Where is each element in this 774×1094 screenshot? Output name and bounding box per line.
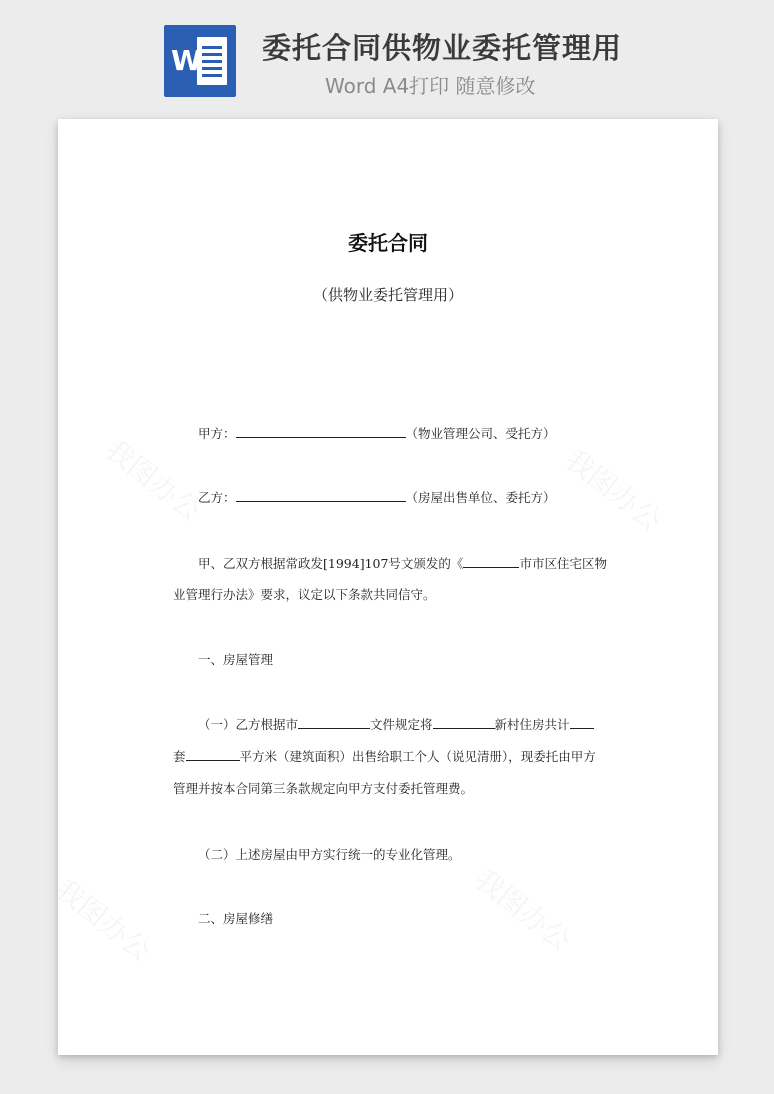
document-title: 委托合同: [348, 231, 428, 255]
unit-count-blank[interactable]: [570, 716, 594, 729]
header-title: 委托合同供物业委托管理用: [262, 31, 623, 65]
item-1-line-2: [173, 747, 596, 765]
section-1-heading: 一、房屋管理: [198, 652, 274, 667]
watermark: [58, 869, 160, 969]
intro-text: 市市区住宅区物: [519, 556, 607, 571]
area-blank[interactable]: [186, 748, 240, 761]
watermark: [468, 859, 581, 959]
intro-line-1: [198, 554, 607, 572]
header-subtitle: Word A4打印 随意修改: [325, 74, 536, 98]
watermark: [558, 439, 671, 539]
city-blank[interactable]: [463, 555, 519, 568]
preview-header: [0, 0, 774, 110]
intro-text: 甲、乙双方根据常政发[1994]107号文颁发的《: [198, 556, 464, 571]
village-blank[interactable]: [433, 716, 495, 729]
party-b-note: （房屋出售单位、委托方）: [405, 490, 556, 505]
item-text: （一）乙方根据市: [198, 717, 299, 732]
item-1-line-1: [198, 715, 594, 733]
item-1-line-3: 管理并按本合同第三条款规定向甲方支付委托管理费。: [173, 781, 474, 796]
item-text: 新村住房共计: [494, 717, 570, 732]
party-b-line: [198, 488, 556, 506]
party-b-blank[interactable]: [236, 489, 406, 502]
item-text: 套: [173, 749, 186, 764]
item-2: （二）上述房屋由甲方实行统一的专业化管理。: [198, 847, 461, 862]
document-subtitle: （供物业委托管理用）: [312, 286, 463, 304]
item-text: 文件规定将: [370, 717, 433, 732]
watermark: [98, 429, 211, 529]
word-document-icon: W: [164, 25, 236, 97]
document-page: [58, 119, 718, 1055]
section-2-heading: 二、房屋修缮: [198, 911, 274, 926]
intro-line-2: 业管理行办法》要求，议定以下条款共同信守。: [173, 587, 436, 602]
item-text: 平方米（建筑面积）出售给职工个人（说见清册），现委托由甲方: [239, 749, 596, 764]
party-b-label: 乙方：: [198, 490, 236, 505]
party-a-label: 甲方：: [198, 426, 236, 441]
party-a-line: [198, 424, 556, 442]
party-a-note: （物业管理公司、受托方）: [405, 426, 556, 441]
party-a-blank[interactable]: [236, 425, 406, 438]
doc-number-blank[interactable]: [298, 716, 370, 729]
